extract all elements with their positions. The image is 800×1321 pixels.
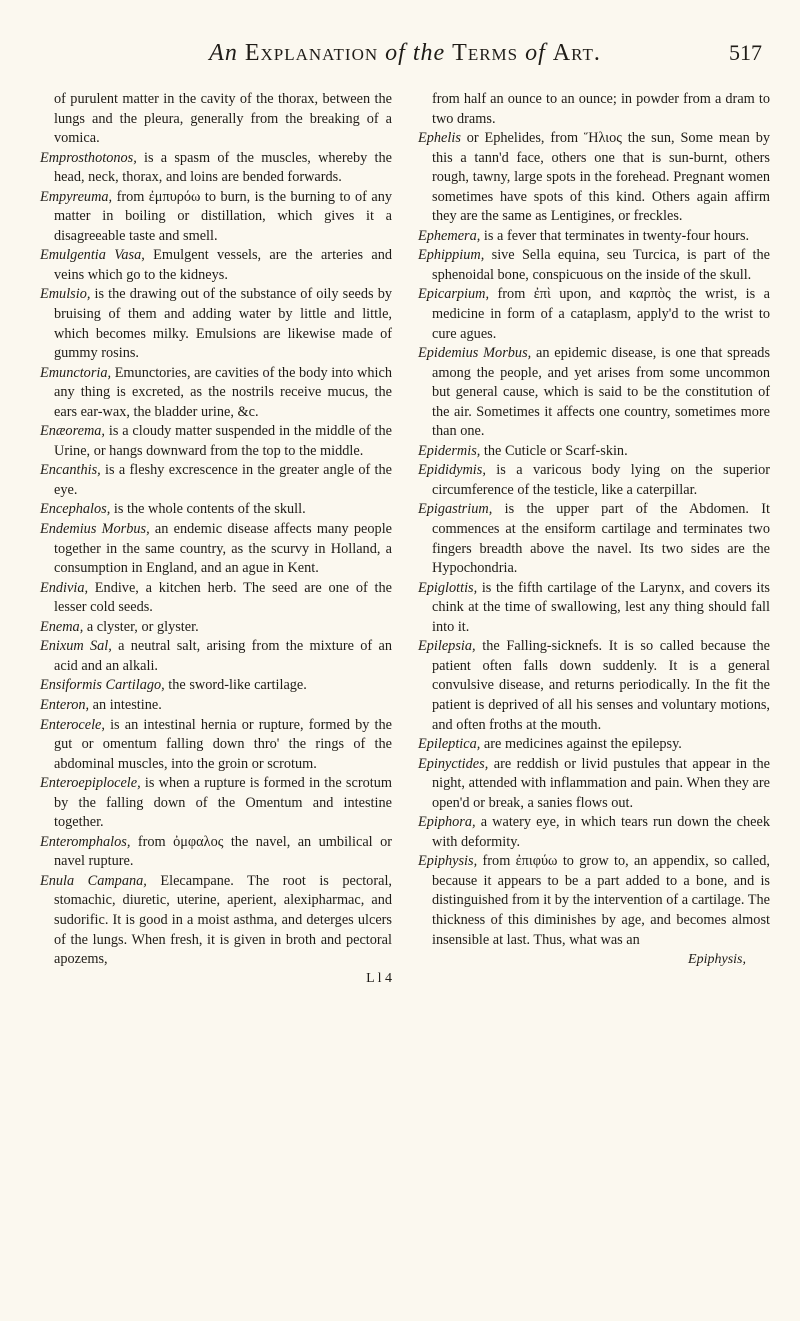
entry-term: Endivia, [40, 579, 89, 596]
entry-term: Epinyctides, [418, 755, 489, 772]
dictionary-entry [40, 246, 392, 285]
entry-definition: is a varicous body lying on the superior circumference of the testicle, like a caterpillar. [432, 462, 770, 498]
page-number: 517 [729, 40, 762, 65]
entry-term: Ensiformis Cartilago, [40, 677, 165, 694]
entry-definition: from ἐπὶ upon, and καρπὸς the wrist, is a medicine in form of a cataplasm, apply'd to the wrist to cure agues. [432, 286, 770, 342]
entry-term: Ephelis [418, 130, 461, 147]
dictionary-entry [418, 755, 770, 814]
dictionary-entry [40, 285, 392, 363]
entry-term: Enixum Sal, [40, 638, 112, 655]
entry-term: Epiphora, [418, 814, 476, 831]
dictionary-entry [40, 696, 392, 716]
title-an: An [209, 40, 238, 66]
title-art: Art. [552, 40, 601, 66]
entry-definition: is an intestinal hernia or rupture, formed by the gut or omentum falling down thro' the rings of the abdominal muscles, into the groin or scrotum. [54, 716, 392, 772]
dictionary-entry [40, 520, 392, 579]
dictionary-entry [40, 676, 392, 696]
entry-definition: is a spasm of the muscles, whereby the head, neck, thorax, and loins are bended forwards. [54, 149, 392, 186]
dictionary-entry [40, 188, 392, 247]
entry-term: Enterocele, [40, 716, 105, 733]
entry-term: Epigastrium, [418, 501, 493, 518]
dictionary-entry [40, 422, 392, 461]
title-explanation: Explanation [244, 40, 379, 66]
dictionary-entry [418, 500, 770, 578]
running-header [40, 40, 770, 84]
entry-definition: is a fever that terminates in twenty-four hours. [480, 227, 750, 244]
entry-definition: the Cuticle or Scarf-skin. [480, 442, 628, 459]
running-title [40, 40, 770, 67]
entry-definition: is the drawing out of the substance of oily seeds by bruising of them and adding water by little and little, which becomes milky. Emulsions are likewise made of gummy rosins. [54, 286, 392, 362]
catchword: L l 4 [366, 970, 392, 986]
entry-definition: an endemic disease affects many people together in the same country, as the scurvy in Holland, a consumption in England, and an ague in Kent. [54, 521, 393, 577]
entry-term: Epileptica, [418, 736, 481, 753]
entry-term: Epidemius Morbus, [418, 345, 532, 362]
entry-term: Epilepsia, [418, 638, 476, 655]
dictionary-entry [418, 129, 770, 227]
entry-definition: Endive, a kitchen herb. The seed are one of the lesser cold seeds. [54, 579, 392, 616]
entry-definition: is the upper part of the Abdomen. It commences at the ensiform cartilage and terminates two fingers breadth above the navel. Its two sides are the Hypochondria. [432, 501, 770, 577]
right-column [418, 90, 770, 988]
entry-term: Enteron, [40, 696, 90, 713]
dictionary-entry [418, 461, 770, 500]
dictionary-entry [418, 285, 770, 344]
entry-term: Enema, [40, 618, 84, 635]
title-of: of [385, 40, 406, 66]
entry-definition: or Ephelides, from Ἥλιος the sun, Some mean by this a tann'd face, others one that is sun-burnt, others rough, tawny, large spots in the forehead. Pregnant women sometimes have spots of this kind. Others again affirm they are the same as Lentigines, or freckles. [432, 130, 770, 225]
entry-term: Encanthis, [40, 462, 101, 479]
dictionary-entry [40, 579, 392, 618]
entry-term: Encephalos, [40, 501, 111, 518]
dictionary-entry [418, 442, 770, 462]
entry-definition: from ὀμφαλος the navel, an umbilical or navel rupture. [54, 833, 392, 870]
entry-term: Emulsio, [40, 286, 91, 303]
entry-term: Empyreuma, [40, 188, 113, 205]
entry-definition: a watery eye, in which tears run down the cheek with deformity. [432, 814, 770, 850]
entry-term: Enteroepiplocele, [40, 775, 141, 792]
entry-definition: an epidemic disease, is one that spreads among the people, and yet arises from some uncommon but general cause, which is said to be the constitution of the air. Sometimes it affects one country, sometimes more than one. [432, 345, 771, 440]
entry-definition: sive Sella equina, seu Turcica, is part of the sphenoidal bone, conspicuous on the inside of the skull. [432, 247, 770, 283]
dictionary-entry [418, 852, 770, 950]
dictionary-entry [418, 227, 770, 247]
entry-term: Enteromphalos, [40, 833, 131, 850]
dictionary-entry [40, 90, 392, 149]
dictionary-entry [418, 90, 770, 129]
title-of-2: of [525, 40, 546, 66]
entry-definition: of purulent matter in the cavity of the thorax, between the lungs and the pleura, generally from the breaking of a vomica. [54, 91, 392, 147]
entry-definition: from half an ounce to an ounce; in powder from a dram to two drams. [432, 91, 770, 127]
dictionary-entry [40, 774, 392, 833]
entry-term: Endemius Morbus, [40, 521, 150, 538]
dictionary-entry [40, 461, 392, 500]
title-the: the [412, 40, 446, 66]
entry-definition: a neutral salt, arising from the mixture of an acid and an alkali. [54, 638, 392, 674]
dictionary-entry [418, 637, 770, 735]
entry-definition: from ἐπιφύω to grow to, an appendix, so called, because it appears to be a part added to a bone, and is distinguished from it by the intervention of a cartilage. The thickness of this diminishes by age, and becomes almost insensible at last. Thus, what was an [432, 853, 771, 948]
dictionary-entry [418, 344, 770, 442]
entry-definition: is the fifth cartilage of the Larynx, and covers its chink at the time of swallowing, lest any thing should fall into it. [432, 579, 770, 635]
entry-definition: are reddish or livid pustules that appear in the night, attended with inflammation and pain. When they are open'd or break, a sanies flows out. [432, 755, 770, 811]
dictionary-entry [40, 364, 392, 423]
entry-term: Ephemera, [418, 227, 481, 244]
entry-term: Ephippium, [418, 247, 485, 264]
entry-term: Epiphysis, [418, 853, 478, 870]
dictionary-entry [40, 618, 392, 638]
entry-definition: Elecampane. The root is pectoral, stomachic, diuretic, uterine, aperient, alexipharmac, and sudorific. It is good in a moist asthma, and deterges ulcers of the lungs. When fresh, it is given in broth and pectoral apozems, [54, 872, 392, 968]
entry-definition: the Falling-sicknefs. It is so called because the patient often falls down suddenly. It is a general convulsive disease, and returns periodically. In the fit the patient is deprived of all his senses and voluntary motions, and often froths at the mouth. [432, 638, 770, 733]
entry-definition: are medicines against the epilepsy. [480, 736, 682, 753]
entry-term: Epiglottis, [418, 579, 478, 596]
entry-term: Enula Campana, [40, 872, 147, 889]
entry-definition: from ἐμπυρόω to burn, is the burning to of any matter in boiling or distillation, which gives it a disagreeable taste and smell. [54, 188, 392, 244]
entry-definition: is a cloudy matter suspended in the middle of the Urine, or hangs downward from the top to the middle. [54, 423, 392, 459]
entry-definition: is a fleshy excrescence in the greater angle of the eye. [54, 462, 392, 498]
dictionary-entry [40, 637, 392, 676]
dictionary-entry [40, 716, 392, 775]
catchword: Epiphysis, [688, 952, 746, 968]
entry-term: Enæorema, [40, 423, 105, 440]
title-terms: Terms [452, 40, 519, 66]
left-column [40, 90, 392, 988]
dictionary-entry [418, 813, 770, 852]
dictionary-entry [40, 149, 392, 188]
dictionary-entry [418, 246, 770, 285]
entry-definition: is when a rupture is formed in the scrotum by the falling down of the Omentum and intestine together. [54, 775, 392, 831]
entry-definition: is the whole contents of the skull. [110, 501, 306, 518]
dictionary-entry [40, 872, 392, 970]
dictionary-entry [418, 579, 770, 638]
entry-term: Epididymis, [418, 462, 486, 479]
dictionary-entry [40, 500, 392, 520]
entry-term: Emulgentia Vasa, [40, 247, 145, 264]
dictionary-entry [418, 735, 770, 755]
entry-term: Epicarpium, [418, 286, 490, 303]
entry-definition: Emulgent vessels, are the arteries and veins which go to the kidneys. [54, 247, 392, 283]
entry-definition: the sword-like cartilage. [164, 677, 307, 694]
entry-definition: Emunctories, are cavities of the body into which any thing is excreted, as the nostrils receive mucus, the ears ear-wax, the bladder urine, &c. [54, 364, 392, 420]
entry-term: Epidermis, [418, 442, 481, 459]
entry-term: Emprosthotonos, [40, 149, 137, 166]
entry-definition: a clyster, or glyster. [83, 618, 199, 635]
two-column-body [40, 90, 770, 988]
entry-definition: an intestine. [89, 696, 162, 713]
dictionary-entry [40, 833, 392, 872]
entry-term: Emunctoria, [40, 364, 112, 381]
